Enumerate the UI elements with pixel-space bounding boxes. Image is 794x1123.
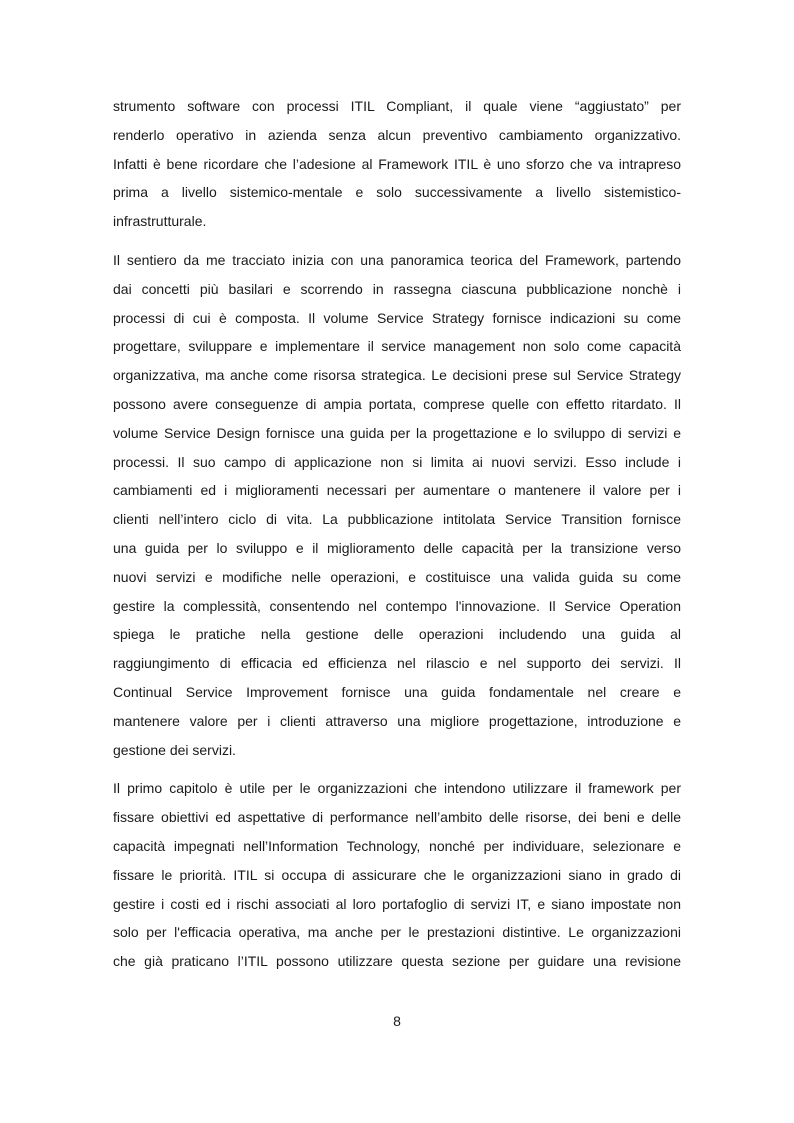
text-line: processi. Il suo campo di applicazione non si limita ai nuovi servizi. Esso include i	[113, 453, 681, 470]
paragraph	[113, 92, 681, 236]
text-line: volume Service Design fornisce una guida per la progettazione e lo sviluppo di servizi e	[113, 424, 681, 441]
text-line: progettare, sviluppare e implementare il service management non solo come capacità	[113, 338, 681, 355]
text-line: solo per l'efficacia operativa, ma anche per le prestazioni distintive. Le organizzazioni	[113, 924, 681, 941]
paragraph	[113, 774, 681, 976]
text-line: gestire i costi ed i rischi associati al loro portafoglio di servizi IT, e siano impostate non	[113, 895, 681, 912]
text-line: strumento software con processi ITIL Compliant, il quale viene “aggiustato” per	[113, 98, 681, 114]
text-line: raggiungimento di efficacia ed efficienza nel rilascio e nel supporto dei servizi. Il	[113, 655, 681, 672]
text-line: possono avere conseguenze di ampia portata, comprese quelle con effetto ritardato. Il	[113, 395, 681, 412]
text-line: nuovi servizi e modifiche nelle operazioni, e costituisce una valida guida su come	[113, 568, 681, 585]
text-line: capacità impegnati nell’Information Technology, nonché per individuare, selezionare e	[113, 837, 681, 854]
text-line: clienti nell’intero ciclo di vita. La pubblicazione intitolata Service Transition fornisce	[113, 511, 681, 528]
text-line: cambiamenti ed i miglioramenti necessari per aumentare o mantenere il valore per i	[113, 482, 681, 499]
document-body	[113, 92, 681, 986]
text-line: Il primo capitolo è utile per le organizzazioni che intendono utilizzare il framework per	[113, 780, 681, 797]
text-line: fissare le priorità. ITIL si occupa di assicurare che le organizzazioni siano in grado di	[113, 866, 681, 883]
text-line: prima a livello sistemico-mentale e solo successivamente a livello sistemistico-	[113, 184, 681, 201]
text-line: organizzativa, ma anche come risorsa strategica. Le decisioni prese sul Service Strategy	[113, 367, 681, 384]
text-line: una guida per lo sviluppo e il miglioramento delle capacità per la transizione verso	[113, 539, 681, 556]
text-line: fissare obiettivi ed aspettative di performance nell’ambito delle risorse, dei beni e delle	[113, 809, 681, 826]
text-line: mantenere valore per i clienti attraverso una migliore progettazione, introduzione e	[113, 712, 681, 729]
text-line: dai concetti più basilari e scorrendo in rassegna ciascuna pubblicazione nonchè i	[113, 280, 681, 297]
text-line: renderlo operativo in azienda senza alcun preventivo cambiamento organizzativo.	[113, 126, 681, 143]
text-line: spiega le pratiche nella gestione delle operazioni includendo una guida al	[113, 626, 681, 643]
text-line: che già praticano l’ITIL possono utilizzare questa sezione per guidare una revisione	[113, 953, 681, 970]
text-line: gestione dei servizi.	[113, 741, 236, 758]
paragraph	[113, 246, 681, 764]
text-line: Infatti è bene ricordare che l’adesione al Framework ITIL è uno sforzo che va intrapreso	[113, 155, 681, 172]
text-line: processi di cui è composta. Il volume Service Strategy fornisce indicazioni su come	[113, 309, 681, 326]
page-number: 8	[393, 1013, 401, 1029]
text-line: gestire la complessità, consentendo nel contempo l'innovazione. Il Service Operation	[113, 597, 681, 614]
text-line: Il sentiero da me tracciato inizia con una panoramica teorica del Framework, partendo	[113, 251, 681, 268]
text-line: infrastrutturale.	[113, 213, 207, 230]
text-line: Continual Service Improvement fornisce una guida fondamentale nel creare e	[113, 683, 681, 700]
